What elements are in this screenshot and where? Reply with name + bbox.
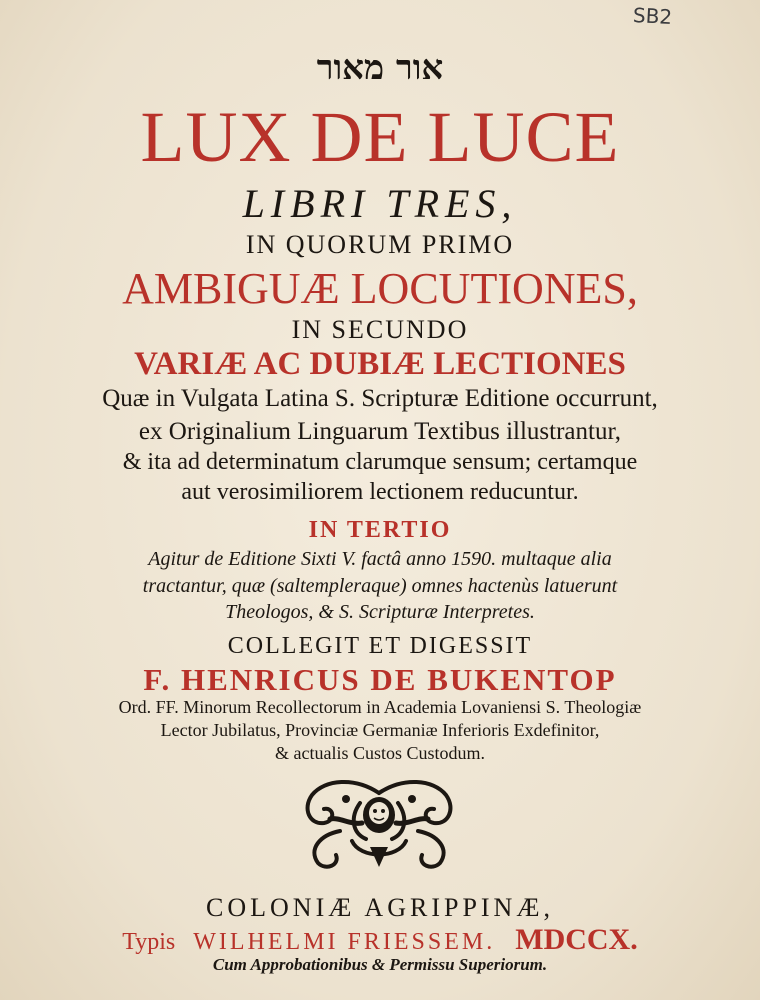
imprint-line [0, 923, 760, 957]
description-line-4: aut verosimiliorem lectionem reducuntur. [181, 479, 579, 505]
description-line-1: Quæ in Vulgata Latina S. Scripturæ Editione occurrunt, [102, 385, 658, 412]
part3-line-2: tractantur, quæ (saltempleraque) omnes hactenùs latuerunt [142, 575, 618, 597]
author-detail-1: Ord. FF. Minorum Recollectorum in Academia Lovaniensi S. Theologiæ [118, 697, 642, 717]
part3-line-3: Theologos, & S. Scripturæ Interpretes. [225, 601, 535, 623]
part3-line-1: Agitur de Editione Sixti V. factâ anno 1590. multaque alia [148, 548, 612, 570]
printers-ornament [300, 773, 458, 871]
hebrew-title: אור מאור [316, 48, 444, 88]
part3-intro: IN TERTIO [308, 517, 452, 543]
imprint-year: MDCCX. [515, 923, 638, 956]
imprint-typis: Typis [122, 929, 176, 955]
main-title: LUX DE LUCE [140, 97, 620, 177]
part2-title: VARIÆ AC DUBIÆ LECTIONES [134, 346, 626, 382]
imprint-printer: WILHELMI FRIESSEM. [193, 929, 496, 955]
part1-title: AMBIGUÆ LOCUTIONES, [122, 264, 638, 313]
collegit-line: COLLEGIT ET DIGESSIT [227, 633, 533, 659]
author-detail-2: Lector Jubilatus, Provinciæ Germaniæ Inferioris Exdefinitor, [160, 720, 600, 740]
part1-intro: IN QUORUM PRIMO [245, 230, 515, 259]
author-name: F. HENRICUS DE BUKENTOP [143, 662, 617, 697]
part2-intro: IN SECUNDO [291, 315, 469, 344]
place-of-publication: COLONIÆ AGRIPPINÆ, [206, 893, 554, 922]
handwritten-shelfmark: SB2 [632, 2, 673, 30]
description-line-2: ex Originalium Linguarum Textibus illustrantur, [138, 418, 622, 445]
subtitle: LIBRI TRES, [242, 181, 518, 226]
author-detail-3: & actualis Custos Custodum. [274, 743, 485, 763]
description-line-3: & ita ad determinatum clarumque sensum; certamque [122, 449, 638, 475]
approbation-line: Cum Approbationibus & Permissu Superiorum. [212, 955, 548, 974]
